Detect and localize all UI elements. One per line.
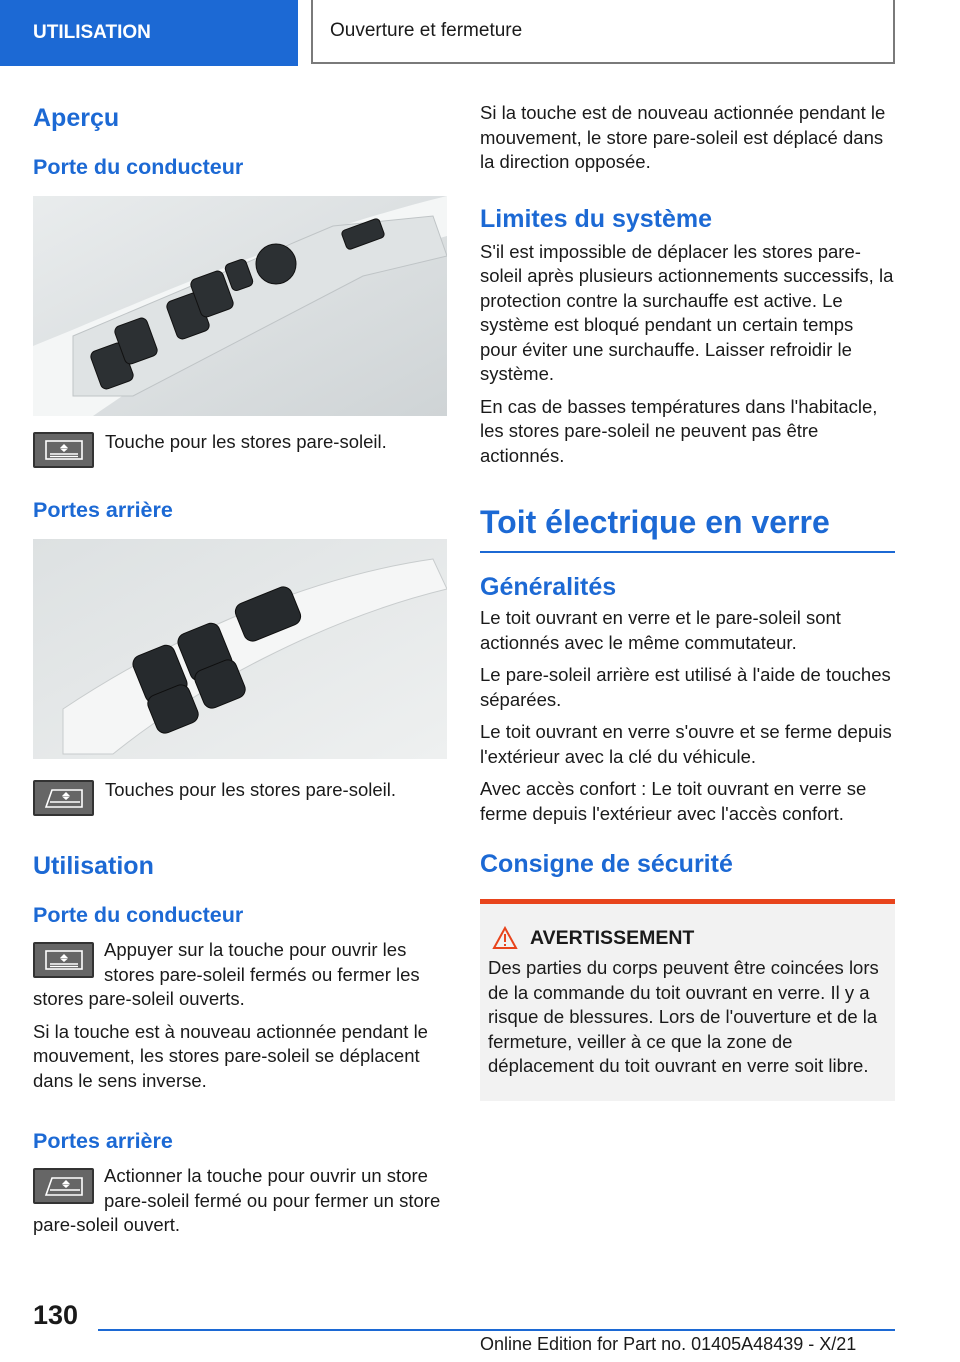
page-number: 130 bbox=[33, 1300, 79, 1330]
rear-door-switch-photo bbox=[33, 539, 447, 759]
limits-text-1: S'il est impossible de déplacer les stores pare-soleil après plusieurs actionnements successifs, la protection contre la surchauffe est active. Le système est bloqué pendant un certain temps pour éviter une surchauffe. Laisser refroidir le système. bbox=[480, 240, 894, 384]
sunshade-button-icon bbox=[33, 942, 94, 978]
general-text-1: Le toit ouvrant en verre et le pare-soleil sont actionnés avec le même commutateur. bbox=[480, 607, 841, 653]
use-driver-heading: Porte du conducteur bbox=[33, 903, 244, 927]
chapter-label: Ouverture et fermeture bbox=[330, 20, 523, 41]
warning-triangle-icon bbox=[492, 926, 518, 950]
footer-rule bbox=[98, 1329, 895, 1331]
driver-caption-row bbox=[33, 432, 447, 468]
use-driver-block bbox=[33, 938, 447, 1093]
general-text-4: Avec accès confort : Le toit ouvrant en verre se ferme depuis l'extérieur avec l'accès confort. bbox=[480, 778, 867, 824]
driver-door-heading: Porte du conducteur bbox=[33, 155, 244, 179]
warning-box bbox=[480, 899, 895, 1101]
safety-heading: Consigne de sécurité bbox=[480, 850, 733, 878]
section-tab bbox=[0, 0, 298, 66]
use-rear-heading: Portes arrière bbox=[33, 1129, 173, 1153]
right-column bbox=[480, 101, 895, 1101]
warning-text: Des parties du corps peuvent être coincées lors de la commande du toit ouvrant en verre. Il y a risque de blessures. Lors de l'ouverture et de la fermeture, veiller à ce que la zone de déplacement du toit ouvrant en verre soit libre. bbox=[488, 957, 879, 1076]
intro-text: Si la touche est de nouveau actionnée pendant le mouvement, le store pare-soleil est déplacé dans la direction opposée. bbox=[480, 102, 886, 172]
left-column bbox=[33, 96, 447, 1238]
limits-text-2: En cas de basses températures dans l'habitacle, les stores pare-soleil ne peuvent pas être actionnés. bbox=[480, 395, 878, 466]
warning-label: AVERTISSEMENT bbox=[530, 926, 695, 949]
rear-caption-row bbox=[33, 780, 447, 816]
use-driver-text-2: Si la touche est à nouveau actionnée pendant le mouvement, les stores pare-soleil se déplacent dans le sens inverse. bbox=[33, 1020, 428, 1091]
warning-header bbox=[488, 926, 887, 950]
use-rear-text: Actionner la touche pour ouvrir un store pare-soleil fermé ou pour fermer un store pare-soleil ouvert. bbox=[33, 1165, 441, 1235]
utilisation-heading: Utilisation bbox=[33, 852, 154, 880]
sunshade-button-icon bbox=[33, 432, 94, 468]
general-text-3: Le toit ouvrant en verre s'ouvre et se ferme depuis l'extérieur avec la clé du véhicule. bbox=[480, 721, 892, 767]
section-label: UTILISATION bbox=[33, 22, 151, 43]
rear-sunshade-button-icon bbox=[33, 1168, 94, 1204]
edition-text: Online Edition for Part no. 01405A48439 - X/21 bbox=[480, 1334, 857, 1354]
use-driver-text-1: Appuyer sur la touche pour ouvrir les stores pare-soleil fermés ou fermer les stores pare-soleil ouverts. bbox=[33, 939, 420, 1009]
apercu-heading: Aperçu bbox=[33, 104, 120, 132]
limits-heading: Limites du système bbox=[480, 204, 713, 233]
general-heading: Généralités bbox=[480, 573, 617, 601]
rear-sunshade-button-icon bbox=[33, 780, 94, 816]
general-text-2: Le pare-soleil arrière est utilisé à l'aide de touches séparées. bbox=[480, 664, 891, 710]
driver-caption: Touche pour les stores pare-soleil. bbox=[105, 431, 387, 452]
rear-caption: Touches pour les stores pare-soleil. bbox=[105, 779, 397, 800]
rear-doors-heading: Portes arrière bbox=[33, 498, 173, 522]
use-rear-block bbox=[33, 1164, 447, 1238]
roof-heading: Toit électrique en verre bbox=[480, 504, 895, 553]
driver-door-switch-photo bbox=[33, 196, 447, 416]
chapter-tab bbox=[311, 0, 895, 64]
